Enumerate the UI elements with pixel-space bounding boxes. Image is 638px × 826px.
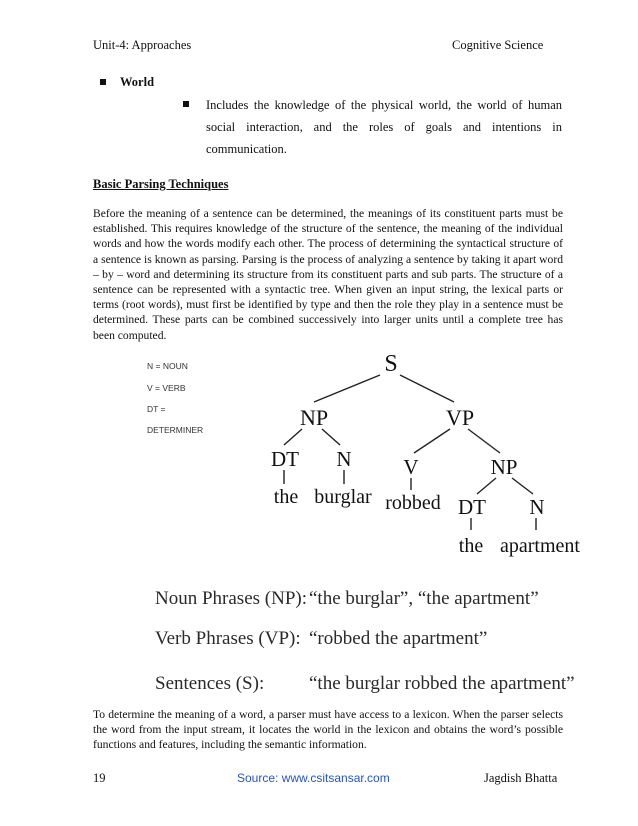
word-the-object: the bbox=[458, 535, 484, 557]
description-line: Includes the knowledge of the physical world, the world of human bbox=[206, 98, 562, 112]
paragraph-lexicon: To determine the meaning of a word, a parser must have access to a lexicon. When the parser selects the word from the input stream, it locates the world in the lexicon and obtains the word’s possible functions and features, including the semantic information. bbox=[93, 708, 563, 752]
node-v: V bbox=[403, 455, 419, 479]
node-vp: VP bbox=[445, 405, 475, 430]
phrase-np-value: “the burglar”, “the apartment” bbox=[309, 588, 539, 609]
tree-edge bbox=[314, 375, 380, 402]
legend-determiner: DT = bbox=[147, 404, 166, 414]
tree-edge bbox=[512, 478, 533, 494]
legend-determiner-cont: DETERMINER bbox=[147, 425, 204, 435]
node-np: NP bbox=[299, 405, 329, 430]
tree-edge bbox=[468, 429, 500, 453]
tree-edge bbox=[284, 429, 302, 445]
header-subject: Cognitive Science bbox=[452, 38, 544, 52]
word-apartment: apartment bbox=[500, 535, 580, 557]
tree-edge bbox=[477, 478, 496, 494]
node-dt: DT bbox=[271, 447, 299, 471]
node-n-object: N bbox=[529, 495, 545, 519]
word-burglar: burglar bbox=[314, 486, 372, 508]
phrase-vp-value: “robbed the apartment” bbox=[309, 628, 488, 649]
source-link[interactable]: Source: www.csitsansar.com bbox=[237, 771, 390, 785]
tree-edge bbox=[414, 429, 450, 453]
header-unit: Unit-4: Approaches bbox=[93, 38, 192, 52]
word-robbed: robbed bbox=[385, 492, 441, 514]
author-name: Jagdish Bhatta bbox=[484, 771, 558, 785]
bullet-world-label: World bbox=[120, 75, 155, 89]
phrase-vp-label: Verb Phrases (VP): bbox=[155, 628, 301, 649]
legend-verb: V = VERB bbox=[147, 383, 186, 393]
paragraph-parsing: Before the meaning of a sentence can be determined, the meanings of its constituent parts must be established. This requires knowledge of the structure of the sentence, the meaning of the individual words and how the words modify each other. The process of determining the syntactical structure of a sentence is known as parsing. Parsing is the process of analyzing a sentence by taking it apart word – by – word and determining its structure from its constituent parts and sub parts. The structure of a sentence can be represented with a syntactic tree. When given an input string, the lexical parts or terms (root words), must first be identified by type and then the role they play in a sentence must be determined. These parts can be combined successively into larger units until a complete tree has been computed. bbox=[93, 207, 563, 342]
node-np-object: NP bbox=[490, 455, 518, 479]
node-dt-object: DT bbox=[458, 495, 486, 519]
word-the: the bbox=[273, 486, 299, 508]
node-s: S bbox=[384, 351, 398, 377]
page-number: 19 bbox=[93, 771, 106, 785]
section-title: Basic Parsing Techniques bbox=[93, 177, 229, 191]
phrase-s-label: Sentences (S): bbox=[155, 673, 265, 694]
description-line: social interaction, and the roles of goals and intentions in bbox=[206, 120, 562, 134]
phrase-np-label: Noun Phrases (NP): bbox=[155, 588, 307, 609]
description-line: communication. bbox=[206, 142, 287, 156]
tree-edge bbox=[322, 429, 340, 445]
tree-edge bbox=[400, 375, 454, 402]
legend-noun: N = NOUN bbox=[147, 361, 188, 371]
phrase-s-value: “the burglar robbed the apartment” bbox=[309, 673, 575, 694]
node-n: N bbox=[336, 447, 352, 471]
